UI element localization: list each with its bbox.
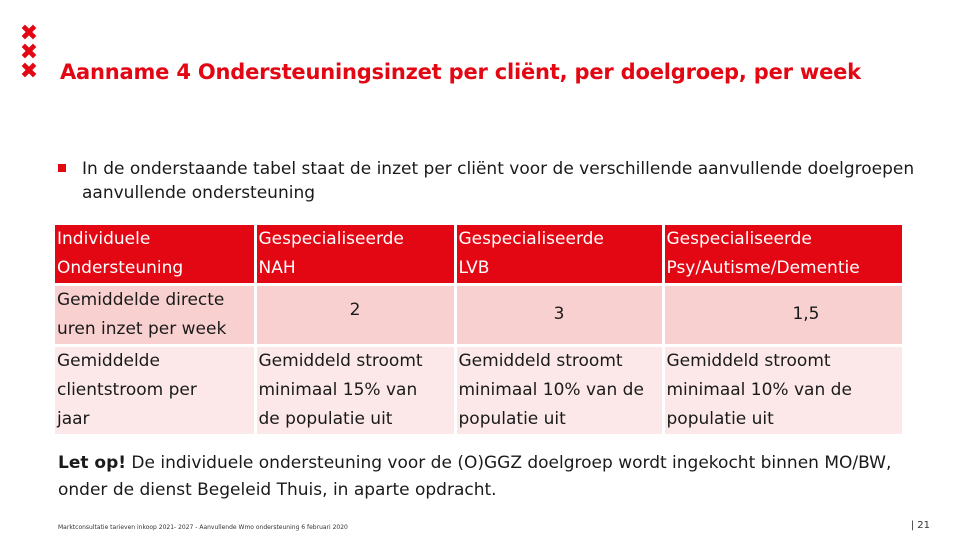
note-paragraph — [58, 450, 918, 504]
row-label-outflow: Gemiddelde clientstroom per jaar — [55, 346, 255, 436]
table-row — [55, 346, 903, 436]
bullet-text: In de onderstaande tabel staat de inzet per cliënt voor de verschillende aanvullende doelgroepen aanvullende ondersteuning — [82, 159, 915, 203]
footer-caption: Marktconsultatie tarieven inkoop 2021- 2027 - Aanvullende Wmo ondersteuning 6 februari 2020 — [58, 524, 348, 531]
table-header-row — [55, 225, 903, 285]
note-emphasis: Let op! — [58, 453, 127, 473]
cell-outflow-lvb: Gemiddeld stroomt minimaal 10% van de populatie uit — [455, 346, 663, 436]
row-label-hours: Gemiddelde directe uren inzet per week — [55, 285, 255, 346]
amsterdam-logo — [18, 21, 40, 84]
table-row — [55, 285, 903, 346]
cell-outflow-psy: Gemiddeld stroomt minimaal 10% van de populatie uit — [663, 346, 903, 436]
header-cell-lvb: Gespecialiseerde LVB — [455, 225, 663, 285]
x-mark-icon: ✖ — [19, 21, 39, 46]
square-bullet-icon — [58, 164, 66, 172]
x-mark-icon: ✖ — [19, 59, 39, 84]
header-cell-individual: Individuele Ondersteuning — [55, 225, 255, 285]
support-table — [55, 225, 905, 437]
cell-hours-nah: 2 — [255, 285, 455, 346]
header-cell-psy: Gespecialiseerde Psy/Autisme/Dementie — [663, 225, 903, 285]
x-mark-icon: ✖ — [19, 40, 39, 65]
cell-hours-psy: 1,5 — [663, 285, 903, 346]
page-number: | 21 — [910, 520, 930, 531]
note-text: De individuele ondersteuning voor de (O)GGZ doelgroep wordt ingekocht binnen MO/BW, onder de dienst Begeleid Thuis, in aparte opdracht. — [58, 453, 892, 500]
bullet-point — [58, 157, 938, 205]
cell-hours-lvb: 3 — [455, 285, 663, 346]
cell-outflow-nah: Gemiddeld stroomt minimaal 15% van de populatie uit — [255, 346, 455, 436]
header-cell-nah: Gespecialiseerde NAH — [255, 225, 455, 285]
slide-title: Aanname 4 Ondersteuningsinzet per cliënt, per doelgroep, per week — [60, 60, 861, 84]
